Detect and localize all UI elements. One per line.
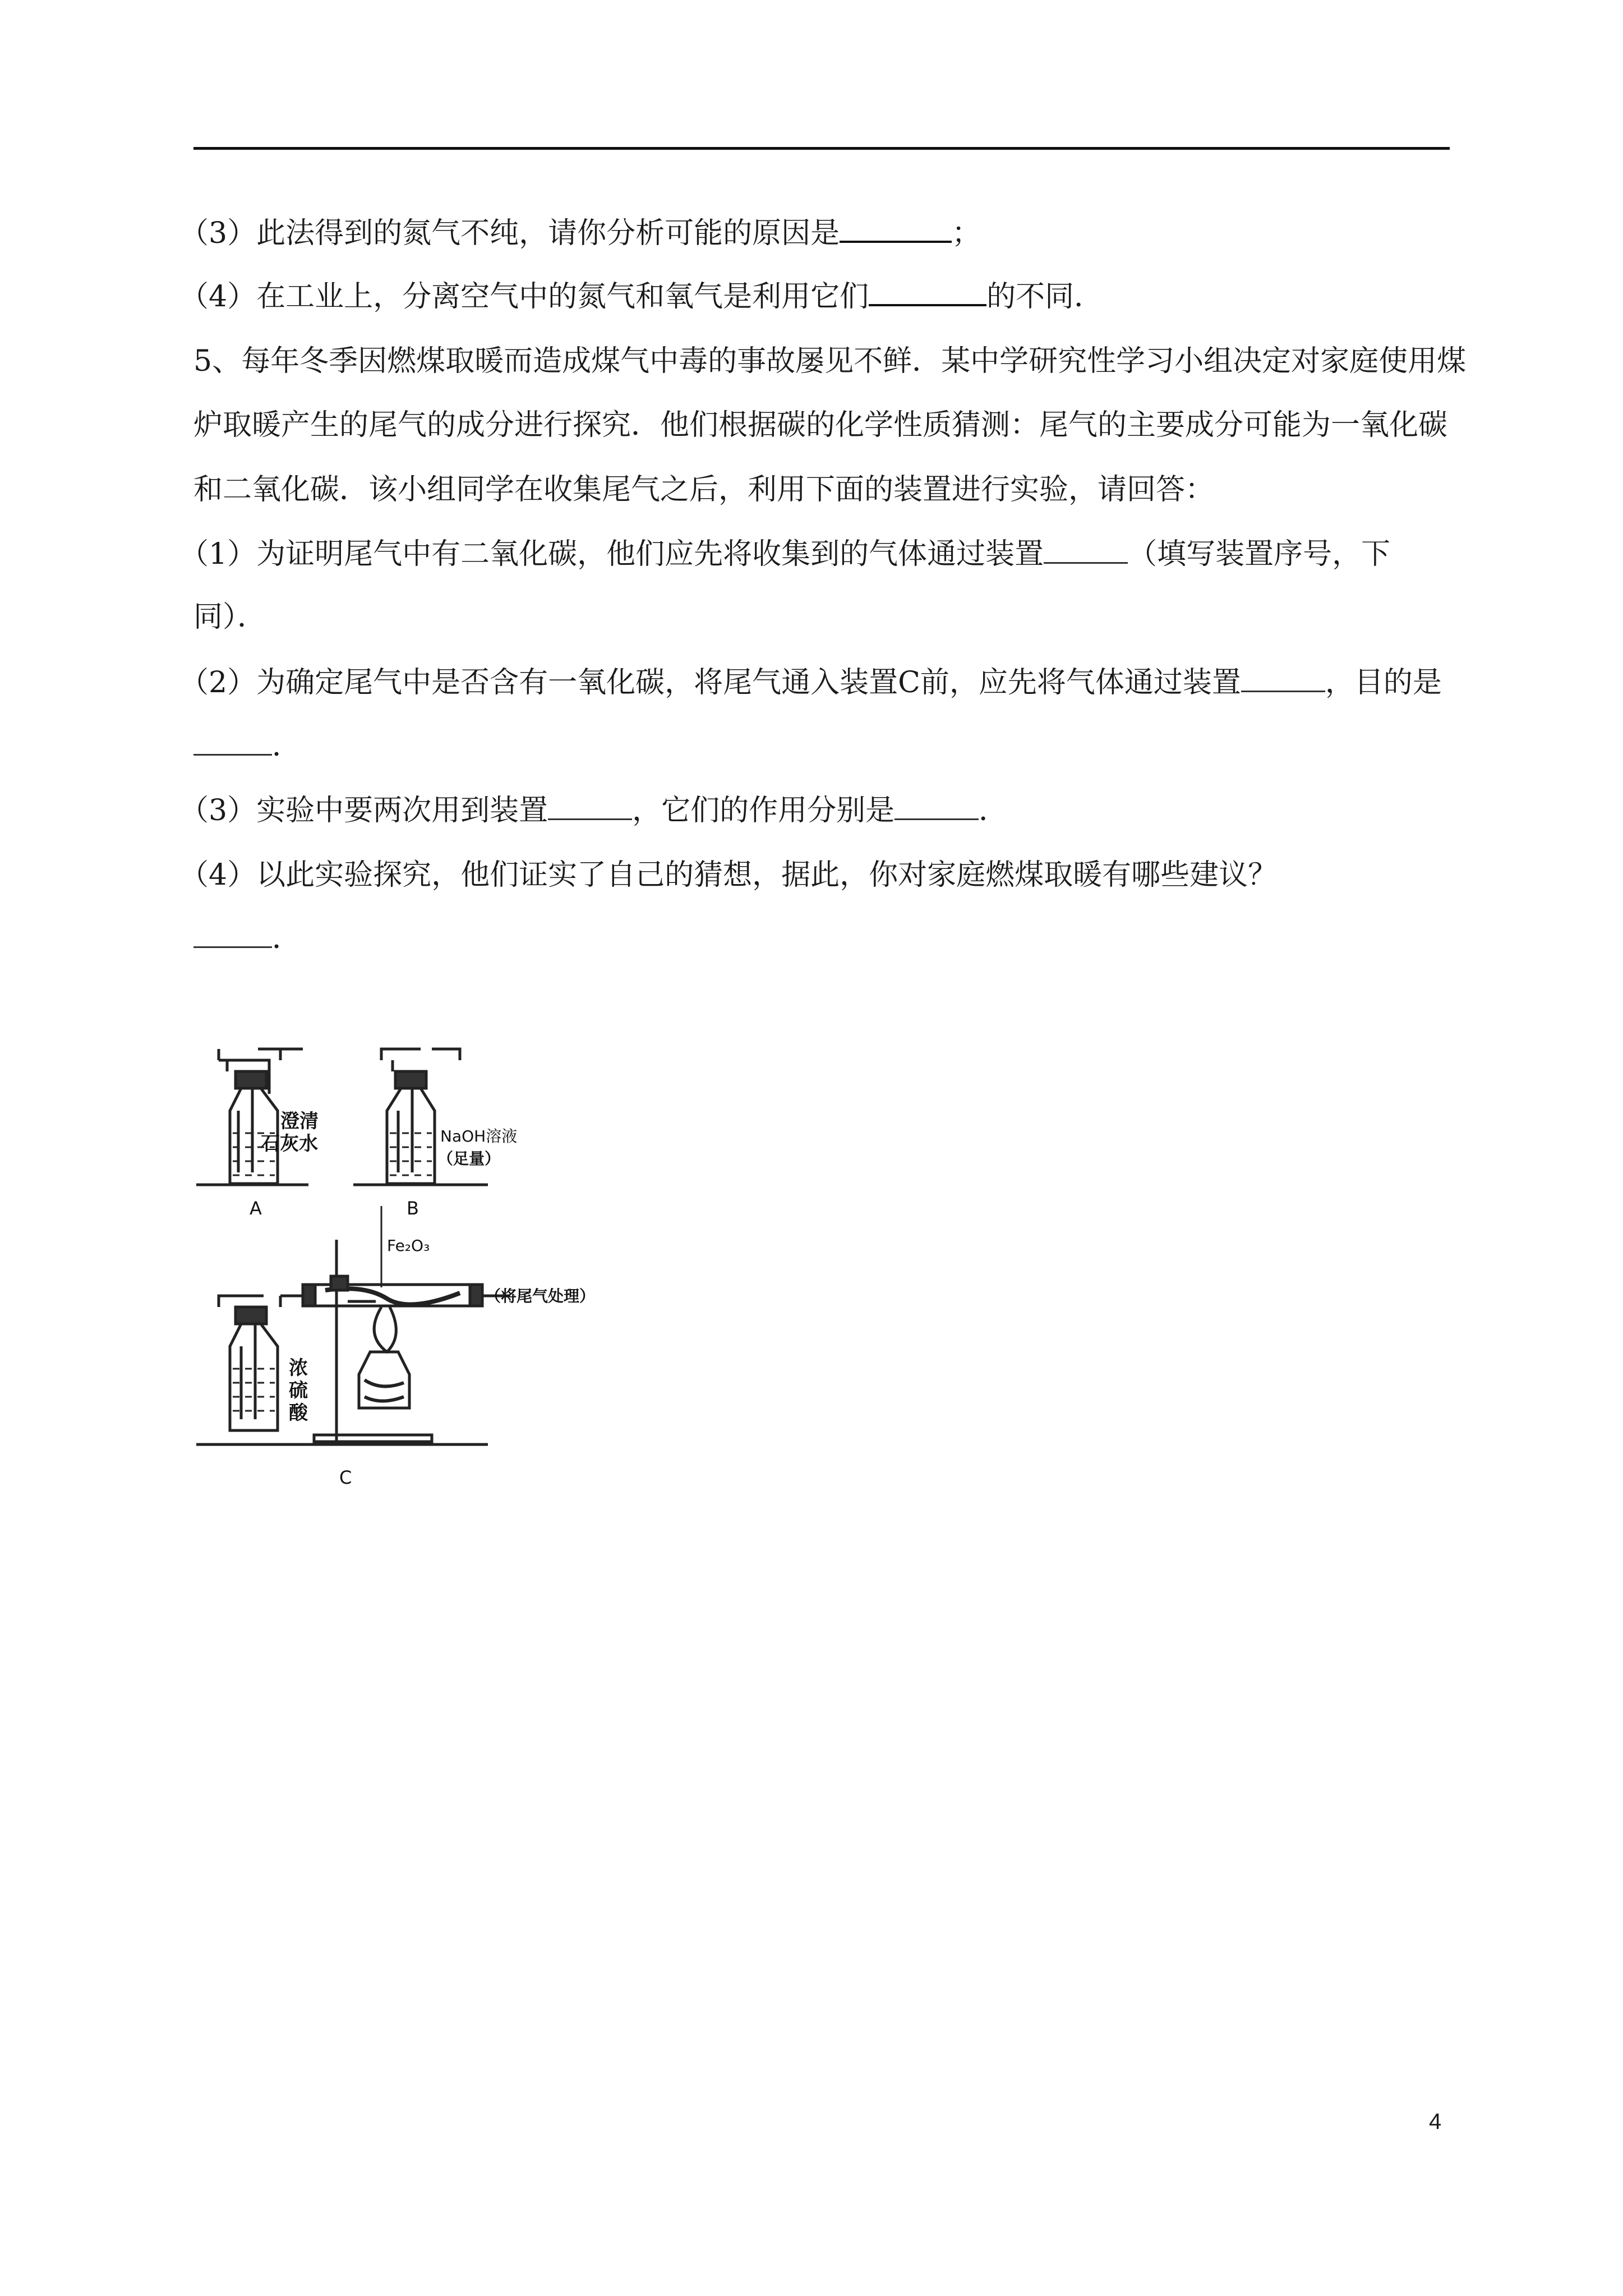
answer-blank [193,729,272,756]
apparatus-figure [196,1038,656,1498]
question-5-part-1 [179,537,1390,571]
bottle-a-reagent-1: 澄清 [280,1110,319,1133]
text: （2）为确定尾气中是否含有一氧化碳，将尾气通入装置C前，应先将气体通过装置 [179,666,1241,700]
question-5-stem-line1: 5、每年冬季因燃煤取暖而造成煤气中毒的事故屡见不鲜．某中学研究性学习小组决定对家庭使用煤 [193,344,1467,378]
answer-blank [869,279,986,306]
bottle-b-reagent-1: NaOH溶液 [440,1127,518,1145]
answer-blank [840,216,952,243]
question-5-part-3 [179,794,1008,827]
header-rule [193,147,1450,150]
bottle-b-reagent-2: （足量） [437,1149,501,1168]
tail-gas-label: （将尾气处理） [485,1287,596,1305]
answer-blank [193,922,272,948]
answer-blank [548,794,632,820]
question-5-part-4-answer [193,922,301,955]
text: ； [952,217,981,250]
question-5-part-4: （4）以此实验探究，他们证实了自己的猜想，据此，你对家庭燃煤取暖有哪些建议？ [179,858,1278,892]
question-4-part-4 [179,279,1103,314]
question-5-stem-line2: 炉取暖产生的尾气的成分进行探究．他们根据碳的化学性质猜测：尾气的主要成分可能为一氧化碳 [193,408,1448,442]
text: （填写装置序号，下 [1128,537,1391,571]
text: ，目的是 [1325,666,1442,700]
text: （1）为证明尾气中有二氧化碳，他们应先将收集到的气体通过装置 [179,537,1044,571]
question-5-part-1-cont: 同）． [193,600,267,634]
bottle-b-label: B [407,1198,419,1219]
question-5-stem-line3: 和二氧化碳．该小组同学在收集尾气之后，利用下面的装置进行实验，请回答： [193,473,1215,507]
text: （4）在工业上，分离空气中的氮气和氧气是利用它们 [179,280,869,314]
bottle-a-reagent-2: 石灰水 [261,1133,318,1155]
text: （3）实验中要两次用到装置 [179,794,548,827]
acid-label-2: 硫 [289,1379,308,1402]
apparatus-c [196,1206,510,1444]
question-5-part-2 [179,666,1442,700]
text: ． [272,922,302,955]
apparatus-c-label: C [339,1467,352,1488]
acid-label-3: 酸 [289,1402,308,1424]
question-4-part-3 [179,216,981,250]
bottle-a-label: A [250,1198,262,1219]
answer-blank [895,794,979,820]
fe2o3-label: Fe₂O₃ [387,1236,430,1255]
text: 的不同． [986,280,1104,314]
text: ． [979,794,1008,827]
answer-blank [1044,537,1128,564]
acid-label-1: 浓 [289,1357,308,1379]
text: ． [272,729,302,763]
apparatus-diagram [196,1038,656,1498]
answer-blank [1241,666,1325,692]
page-number: 4 [1429,2109,1442,2134]
text: ，它们的作用分别是 [632,794,895,827]
text: （3）此法得到的氮气不纯，请你分析可能的原因是 [179,217,840,250]
question-5-part-2-cont [193,729,301,763]
